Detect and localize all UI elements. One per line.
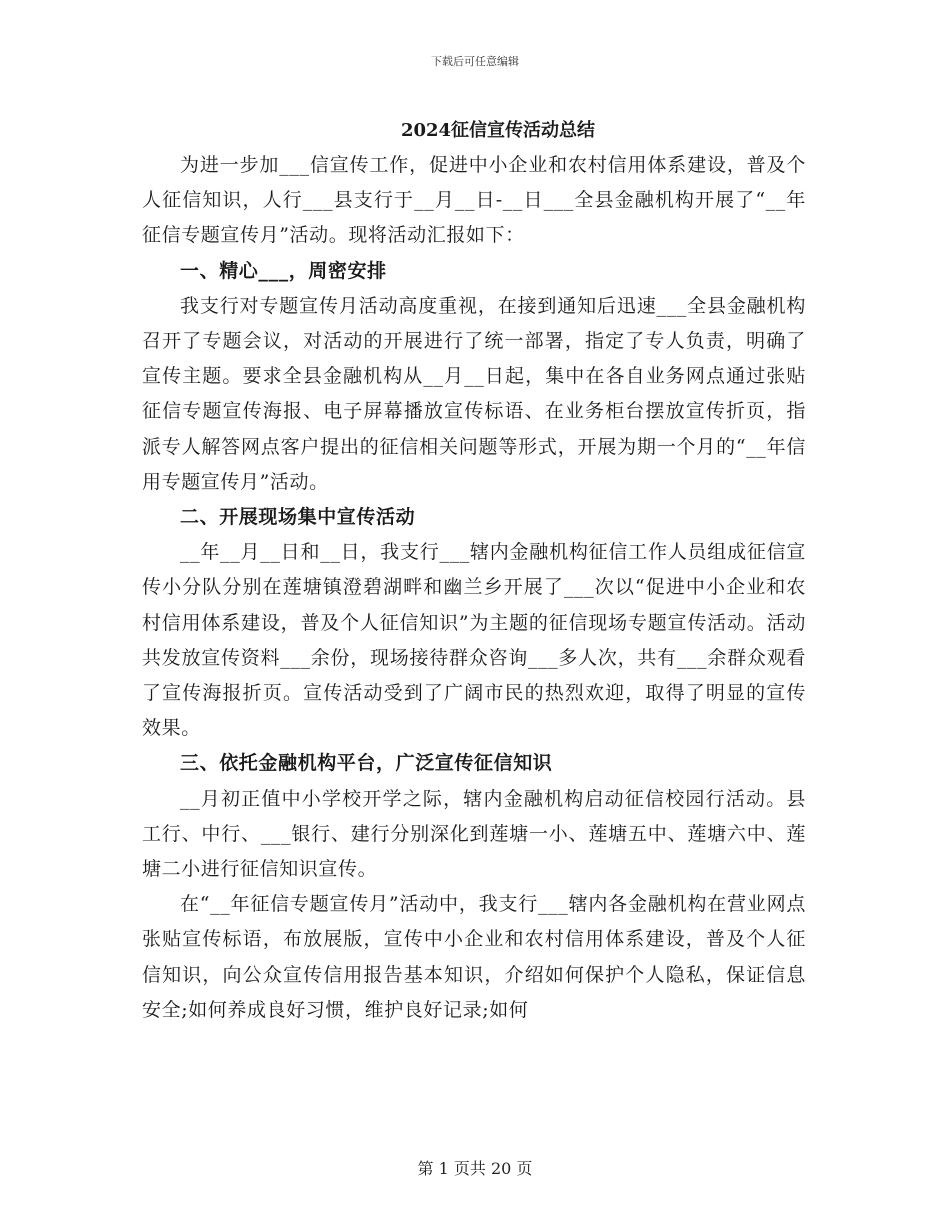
section-3-paragraph-1: __月初正值中小学校开学之际，辖内金融机构启动征信校园行活动。县工行、中行、___银行、建行分别深化到莲塘一小、莲塘五中、莲塘六中、莲塘二小进行征信知识宣传。 — [142, 787, 806, 881]
section-heading-2: 二、开展现场集中宣传活动 — [180, 506, 416, 529]
section-3-paragraph-2: 在“__年征信专题宣传月”活动中，我支行___辖内各金融机构在营业网点张贴宣传标语，布放展版，宣传中小企业和农村信用体系建设，普及个人征信知识，向公众宣传信用报告基本知识，介绍如何保护个人隐私，保证信息安全;如何养成良好习惯，维护良好记录;如何 — [142, 893, 806, 1021]
section-heading-1: 一、精心___，周密安排 — [180, 259, 387, 282]
section-heading-3: 三、依托金融机构平台，广泛宣传征信知识 — [180, 752, 553, 775]
header-note: 下载后可任意编辑 — [431, 55, 519, 68]
document-title: 2024征信宣传活动总结 — [400, 120, 596, 141]
page-footer: 第 1 页共 20 页 — [417, 1159, 533, 1178]
intro-paragraph: 为进一步加___信宣传工作，促进中小企业和农村信用体系建设，普及个人征信知识，人行___县支行于__月__日-__日___全县金融机构开展了“__年征信专题宣传月”活动。现将活动汇报如下： — [142, 154, 806, 247]
section-1-paragraph: 我支行对专题宣传月活动高度重视，在接到通知后迅速___全县金融机构召开了专题会议，对活动的开展进行了统一部署，指定了专人负责，明确了宣传主题。要求全县金融机构从__月__日起，集中在各自业务网点通过张贴征信专题宣传海报、电子屏幕播放宣传标语、在业务柜台摆放宣传折页，指派专人解答网点客户提出的征信相关问题等形式，开展为期一个月的“__年信用专题宣传月”活动。 — [142, 294, 806, 493]
document-body — [142, 148, 806, 1028]
section-2-paragraph: __年__月__日和__日，我支行___辖内金融机构征信工作人员组成征信宣传小分队分别在莲塘镇澄碧湖畔和幽兰乡开展了___次以“促进中小企业和农村信用体系建设，普及个人征信知识”为主题的征信现场专题宣传活动。活动共发放宣传资料___余份，现场接待群众咨询___多人次，共有___余群众观看了宣传海报折页。宣传活动受到了广阔市民的热烈欢迎，取得了明显的宣传效果。 — [142, 541, 806, 740]
